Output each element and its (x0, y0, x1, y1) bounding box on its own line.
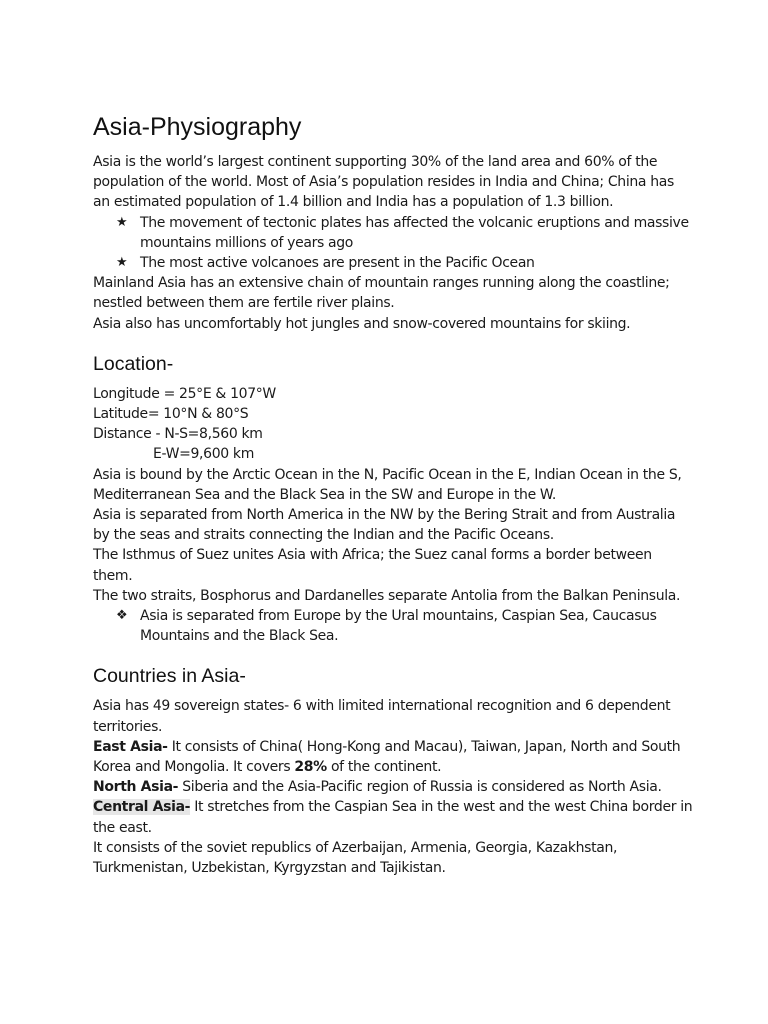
bullet-text: Asia is separated from Europe by the Ural mountains, Caspian Sea, Caucasus Mountains and the Black Sea. (140, 608, 657, 645)
star-bullet-icon: ★ (116, 255, 128, 271)
east-asia-percent: 28% (294, 759, 327, 776)
distance-ew-line: E-W=9,600 km (153, 446, 254, 463)
intro-bullet-list (93, 213, 693, 274)
star-bullet-icon: ★ (116, 214, 128, 230)
location-bullet-list (93, 606, 693, 646)
diamond-bullet-icon: ❖ (116, 608, 128, 624)
page-title: Asia-Physiography (93, 113, 302, 141)
list-item (93, 213, 693, 253)
section-heading-location: Location- (93, 352, 174, 375)
north-asia-text: Siberia and the Asia-Pacific region of Russia is considered as North Asia. (178, 779, 662, 796)
separation-paragraph: Asia is separated from North America in the NW by the Bering Strait and from Australia by the seas and straits connecting the Indian and the Pacific Oceans. (93, 507, 676, 544)
bullet-text: The most active volcanoes are present in the Pacific Ocean (140, 255, 535, 272)
sovereign-states-paragraph: Asia has 49 sovereign states- 6 with limited international recognition and 6 dependent territories. (93, 698, 671, 735)
boundary-paragraph: Asia is bound by the Arctic Ocean in the N, Pacific Ocean in the E, Indian Ocean in the S, Mediterranean Sea and the Black Sea in the SW and Europe in the W. (93, 466, 682, 503)
section-heading-countries: Countries in Asia- (93, 665, 246, 688)
mountain-paragraph: Mainland Asia has an extensive chain of mountain ranges running along the coastline; nestled between them are fertile river plains. (93, 275, 670, 312)
north-asia-label: North Asia- (93, 779, 179, 796)
north-asia-paragraph (93, 777, 693, 797)
distance-ns-line: Distance - N-S=8,560 km (93, 426, 263, 443)
list-item (93, 253, 693, 273)
bullet-text: The movement of tectonic plates has affected the volcanic eruptions and massive mountains millions of years ago (140, 214, 689, 251)
longitude-line: Longitude = 25°E & 107°W (93, 385, 276, 402)
central-asia-text: It stretches from the Caspian Sea in the west and the west China border in the east. (93, 799, 693, 836)
east-asia-label: East Asia- (93, 738, 168, 755)
central-asia-label: Central Asia- (93, 799, 191, 816)
jungle-paragraph: Asia also has uncomfortably hot jungles and snow-covered mountains for skiing. (93, 315, 631, 332)
suez-paragraph: The Isthmus of Suez unites Asia with Africa; the Suez canal forms a border between them. (93, 547, 652, 584)
east-asia-paragraph (93, 737, 693, 777)
straits-paragraph: The two straits, Bosphorus and Dardanelles separate Antolia from the Balkan Peninsula. (93, 587, 681, 604)
central-asia-paragraph (93, 797, 693, 837)
soviet-republics-paragraph: It consists of the soviet republics of Azerbaijan, Armenia, Georgia, Kazakhstan, Turkmenistan, Uzbekistan, Kyrgyzstan and Tajikistan. (93, 839, 618, 877)
east-asia-text: It consists of China( Hong-Kong and Macau), Taiwan, Japan, North and South Korea and Mongolia. It covers (93, 738, 681, 776)
latitude-line: Latitude= 10°N & 80°S (93, 406, 249, 423)
intro-paragraph: Asia is the world’s largest continent supporting 30% of the land area and 60% of the population of the world. Most of Asia’s population resides in India and China; China has an estimated population of 1.4 billion and India has a population of 1.3 billion. (93, 154, 674, 211)
list-item (93, 606, 693, 646)
document-page (93, 108, 693, 878)
east-asia-text-end: of the continent. (326, 759, 442, 776)
